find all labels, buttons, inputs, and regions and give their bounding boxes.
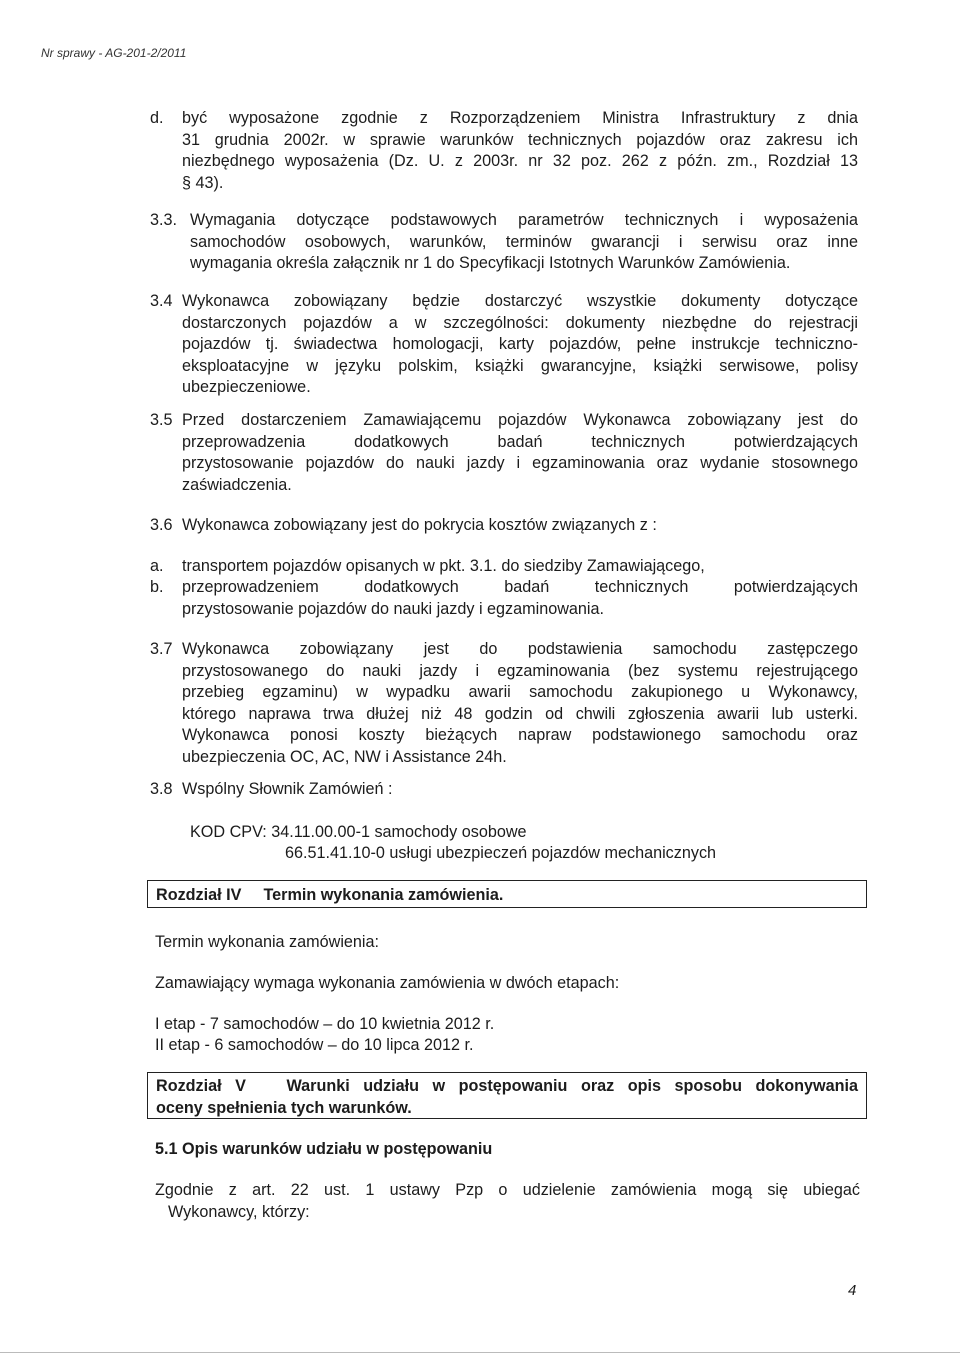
page-number: 4	[848, 1282, 857, 1299]
subsection-5-1-title: 5.1 Opis warunków udziału w postępowaniu	[155, 1140, 493, 1158]
text-line: transportem pojazdów opisanych w pkt. 3.1. do siedziby Zamawiającego,	[182, 557, 705, 575]
stage-1: I etap - 7 samochodów – do 10 kwietnia 2012 r.	[155, 1015, 495, 1033]
text-line: wymagania określa załącznik nr 1 do Specyfikacji Istotnych Warunków Zamówienia.	[190, 254, 791, 272]
paragraph-3-4	[182, 291, 858, 399]
text-line: przeprowadzenia dodatkowych badań technicznych potwierdzających	[182, 432, 858, 451]
item-a-text	[182, 556, 858, 578]
paragraph-3-6-number: 3.6	[150, 516, 173, 534]
text-line: przebieg egzaminu) w wypadku awarii samochodu zakupionego u Wykonawcy,	[182, 683, 858, 701]
text-line: przystosowanie pojazdów do nauki jazdy i egzaminowania.	[182, 599, 605, 618]
text-line: samochodów osobowych, warunków, terminów gwarancji i serwisu oraz inne	[190, 232, 858, 251]
section-4-heading	[147, 880, 867, 908]
text-line: przystosowanie pojazdów do nauki jazdy i egzaminowania oraz wydanie stosownego	[182, 454, 858, 472]
cpv-code-1: KOD CPV: 34.11.00.00-1 samochody osobowe	[190, 823, 527, 841]
text-line: § 43).	[182, 173, 224, 192]
text-line: Wymagania dotyczące podstawowych parametrów technicznych i wyposażenia	[190, 211, 858, 229]
text-line: ubezpieczeniowe.	[182, 378, 311, 396]
text-line: być wyposażone zgodnie z Rozporządzeniem Ministra Infrastruktury z dnia	[182, 109, 858, 127]
text-line: Wykonawca zobowiązany będzie dostarczyć wszystkie dokumenty dotyczące	[182, 292, 858, 310]
text-line: Wykonawcy, którzy:	[168, 1202, 310, 1221]
text-line: dostarczonych pojazdów a w szczególności: dokumenty niezbędne do rejestracji	[182, 313, 858, 332]
section-5-title-line-1	[156, 1076, 858, 1098]
section-5-label: Rozdział V	[156, 1077, 246, 1095]
text-line: eksploatacyjne w języku polskim, książki gwarancyjne, książki serwisowe, polisy	[182, 356, 858, 375]
paragraph-3-5	[182, 410, 858, 496]
section-4-label: Rozdział IV	[156, 886, 242, 904]
text-line: Wykonawca zobowiązany jest do podstawienia samochodu zastępczego	[182, 640, 858, 658]
section-5-title: Warunki udziału w postępowaniu oraz opis sposobu dokonywania	[286, 1077, 859, 1095]
text-line: pojazdów tj. świadectwa homologacji, karty pojazdów, pełne instrukcje techniczno-	[182, 335, 858, 353]
text-line: Przed dostarczeniem Zamawiającemu pojazdów Wykonawca zobowiązany jest do	[182, 411, 858, 429]
text-line: niezbędnego wyposażenia (Dz. U. z 2003r. nr 32 poz. 262 z późn. zm., Rozdział 13	[182, 152, 858, 170]
paragraph-3-3	[190, 210, 858, 275]
paragraph-3-7	[182, 639, 858, 768]
item-b-label: b.	[150, 578, 164, 596]
text-line: przystosowanego do nauki jazdy i egzaminowania (bez systemu rejestrującego	[182, 661, 858, 680]
stage-2: II etap - 6 samochodów – do 10 lipca 2012 r.	[155, 1036, 474, 1054]
paragraph-3-7-number: 3.7	[150, 640, 173, 658]
case-number-header: Nr sprawy - AG-201-2/2011	[41, 46, 187, 60]
paragraph-3-6: Wykonawca zobowiązany jest do pokrycia kosztów związanych z :	[182, 516, 657, 534]
section-4-title: Termin wykonania zamówienia.	[263, 886, 504, 904]
text-line: przeprowadzeniem dodatkowych badań technicznych potwierdzających	[182, 578, 858, 596]
paragraph-3-4-number: 3.4	[150, 292, 173, 310]
section-5-body	[155, 1180, 860, 1223]
text-line: ubezpieczenia OC, AC, NW i Assistance 24h.	[182, 747, 507, 766]
item-a-label: a.	[150, 557, 164, 575]
text-line: zaświadczenia.	[182, 475, 292, 494]
text-line: Wykonawca ponosi koszty bieżących napraw podstawionego samochodu oraz	[182, 726, 858, 744]
paragraph-3-8-number: 3.8	[150, 780, 173, 798]
paragraph-3-5-number: 3.5	[150, 411, 173, 429]
scan-edge-divider	[0, 1352, 960, 1353]
cpv-code-2: 66.51.41.10-0 usługi ubezpieczeń pojazdów mechanicznych	[285, 844, 717, 862]
paragraph-3-8: Wspólny Słownik Zamówień :	[182, 780, 393, 798]
item-d-label: d.	[150, 109, 164, 127]
item-b-text	[182, 577, 858, 620]
paragraph-3-3-number: 3.3.	[150, 211, 178, 229]
section-5-title-line-2: oceny spełnienia tych warunków.	[156, 1098, 412, 1117]
section-4-line-1: Termin wykonania zamówienia:	[155, 933, 380, 951]
section-4-line-2: Zamawiający wymaga wykonania zamówienia w dwóch etapach:	[155, 974, 620, 992]
text-line: 31 grudnia 2002r. w sprawie warunków technicznych pojazdów oraz zakresu ich	[182, 130, 858, 149]
item-d-text	[182, 108, 858, 194]
section-5-heading	[147, 1072, 867, 1119]
text-line: którego naprawa trwa dłużej niż 48 godzin od chwili zgłoszenia awarii lub usterki.	[182, 704, 858, 723]
text-line: Zgodnie z art. 22 ust. 1 ustawy Pzp o udzielenie zamówienia mogą się ubiegać	[155, 1181, 860, 1199]
